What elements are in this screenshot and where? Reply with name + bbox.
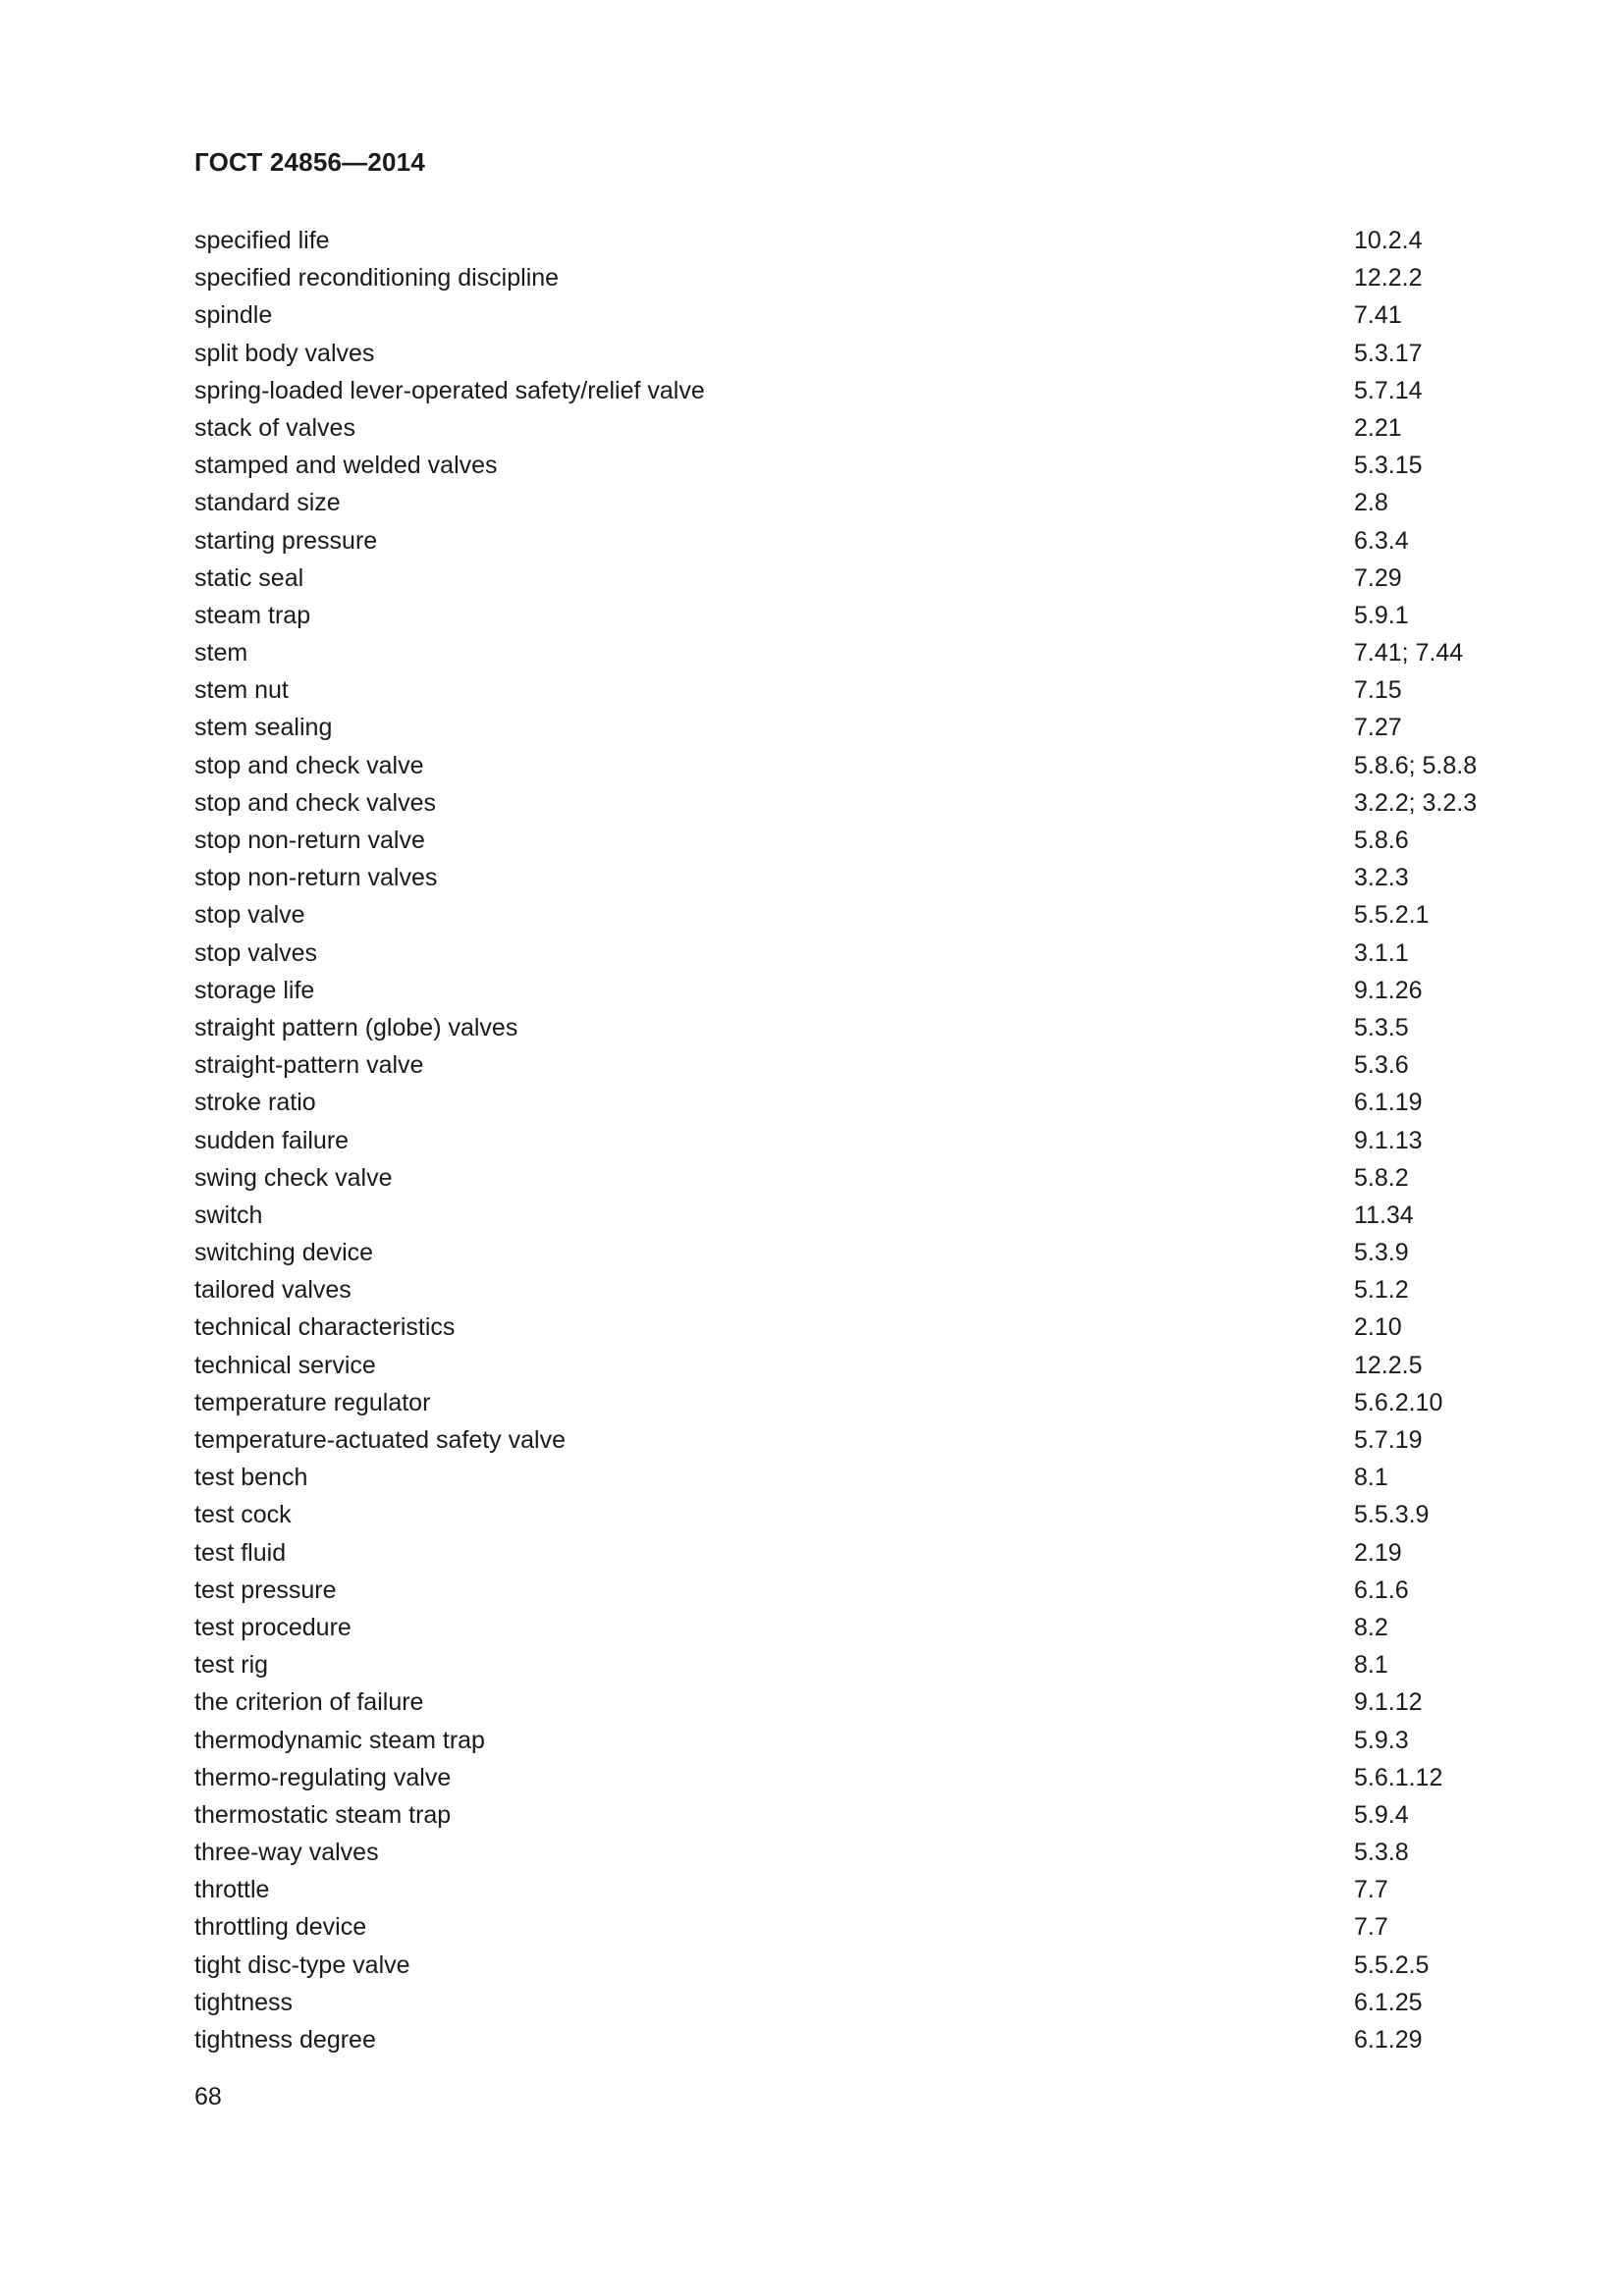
index-term: thermo-regulating valve — [194, 1763, 452, 1791]
index-term: tightness degree — [194, 2026, 376, 2054]
index-reference: 5.5.3.9 — [1354, 1501, 1430, 1529]
index-entry — [194, 222, 1490, 259]
index-term: stop valves — [194, 938, 318, 967]
index-reference: 7.7 — [1354, 1913, 1388, 1942]
index-term: standard size — [194, 489, 341, 517]
index-term: test procedure — [194, 1613, 352, 1641]
index-term: technical characteristics — [194, 1313, 456, 1342]
index-entry — [194, 1796, 1490, 1834]
index-term: thermostatic steam trap — [194, 1800, 452, 1829]
index-reference: 5.3.6 — [1354, 1051, 1409, 1080]
index-reference: 5.5.2.1 — [1354, 901, 1430, 930]
index-reference: 5.7.19 — [1354, 1426, 1423, 1454]
index-term: specified reconditioning discipline — [194, 264, 560, 293]
index-entry — [194, 634, 1490, 671]
index-reference: 8.1 — [1354, 1651, 1388, 1680]
index-term: spring-loaded lever-operated safety/relief valve — [194, 376, 705, 404]
index-reference: 9.1.26 — [1354, 976, 1423, 1004]
index-entry — [194, 296, 1490, 334]
index-entry — [194, 597, 1490, 634]
index-reference: 10.2.4 — [1354, 227, 1423, 254]
index-term: straight-pattern valve — [194, 1051, 424, 1080]
index-entry — [194, 1683, 1490, 1721]
index-reference: 9.1.13 — [1354, 1126, 1423, 1154]
index-reference: 5.6.2.10 — [1354, 1388, 1443, 1416]
index-reference: 2.21 — [1354, 413, 1402, 442]
index-entry — [194, 1046, 1490, 1084]
index-term: static seal — [194, 563, 304, 592]
index-reference: 5.9.1 — [1354, 601, 1409, 629]
index-entry — [194, 1234, 1490, 1271]
index-entry — [194, 1534, 1490, 1572]
index-term: steam trap — [194, 601, 311, 629]
index-entry — [194, 1084, 1490, 1121]
index-entry — [194, 1459, 1490, 1496]
index-entry — [194, 2021, 1490, 2058]
index-entry — [194, 1646, 1490, 1683]
index-term: stem — [194, 639, 248, 667]
index-term: stem sealing — [194, 714, 333, 742]
index-reference: 2.19 — [1354, 1538, 1402, 1567]
index-entry — [194, 1984, 1490, 2021]
index-reference: 8.1 — [1354, 1464, 1388, 1492]
index-term: test pressure — [194, 1575, 337, 1604]
index-term: switch — [194, 1201, 263, 1229]
index-entry — [194, 1609, 1490, 1646]
index-term: test rig — [194, 1651, 269, 1680]
index-reference: 7.27 — [1354, 714, 1402, 742]
index-term: swing check valve — [194, 1163, 393, 1192]
index-entry — [194, 972, 1490, 1009]
index-reference: 5.9.4 — [1354, 1800, 1409, 1829]
index-reference: 12.2.2 — [1354, 264, 1423, 293]
index-entry — [194, 1759, 1490, 1796]
index-entry — [194, 1421, 1490, 1459]
index-entry — [194, 1722, 1490, 1759]
index-term: switching device — [194, 1239, 374, 1267]
index-term: test bench — [194, 1464, 308, 1492]
index-reference: 2.8 — [1354, 489, 1388, 517]
index-entry — [194, 1197, 1490, 1234]
index-term: starting pressure — [194, 526, 378, 555]
index-reference: 9.1.12 — [1354, 1688, 1423, 1717]
index-term: stack of valves — [194, 413, 355, 442]
index-term: stop valve — [194, 901, 305, 930]
index-term: test fluid — [194, 1538, 287, 1567]
index-reference: 5.6.1.12 — [1354, 1763, 1443, 1791]
index-entry — [194, 1908, 1490, 1946]
index-reference: 11.34 — [1354, 1201, 1414, 1229]
index-term: stop non-return valves — [194, 864, 438, 892]
index-reference: 7.15 — [1354, 676, 1402, 705]
index-reference: 5.3.17 — [1354, 339, 1423, 367]
index-term: technical service — [194, 1351, 376, 1379]
index-reference: 5.3.8 — [1354, 1839, 1409, 1867]
index-reference: 5.3.5 — [1354, 1013, 1409, 1041]
index-entry — [194, 1122, 1490, 1159]
index-reference: 5.3.9 — [1354, 1239, 1409, 1267]
index-reference: 3.2.2; 3.2.3 — [1354, 788, 1478, 817]
index-reference: 3.2.3 — [1354, 864, 1409, 892]
index-entry — [194, 484, 1490, 521]
index-entry — [194, 1572, 1490, 1609]
index-term: specified life — [194, 227, 330, 254]
index-reference: 5.8.2 — [1354, 1163, 1409, 1192]
index-reference: 7.29 — [1354, 563, 1402, 592]
index-reference: 5.8.6 — [1354, 827, 1409, 854]
document-header: ГОСТ 24856—2014 — [194, 147, 425, 177]
index-entry — [194, 1496, 1490, 1533]
index-entry — [194, 1009, 1490, 1046]
index-term: tightness — [194, 1988, 294, 2016]
index-term: storage life — [194, 976, 315, 1004]
index-term: split body valves — [194, 339, 375, 367]
index-reference: 6.1.19 — [1354, 1089, 1423, 1117]
index-entry — [194, 409, 1490, 447]
index-entry — [194, 1834, 1490, 1871]
index-entry — [194, 859, 1490, 896]
index-entry — [194, 747, 1490, 784]
index-entry — [194, 259, 1490, 296]
index-entry — [194, 335, 1490, 372]
index-reference: 5.9.3 — [1354, 1726, 1409, 1754]
index-term: test cock — [194, 1501, 292, 1529]
index-term: straight pattern (globe) valves — [194, 1013, 518, 1041]
index-term: tailored valves — [194, 1276, 352, 1305]
index-list — [194, 222, 1490, 2058]
index-term: thermodynamic steam trap — [194, 1726, 485, 1754]
index-entry — [194, 1871, 1490, 1908]
index-term: three-way valves — [194, 1839, 379, 1867]
index-reference: 2.10 — [1354, 1313, 1402, 1342]
index-entry — [194, 709, 1490, 746]
index-entry — [194, 1271, 1490, 1308]
index-entry — [194, 1947, 1490, 1984]
page-number: 68 — [194, 2083, 222, 2110]
index-term: stem nut — [194, 676, 289, 705]
index-reference: 8.2 — [1354, 1613, 1388, 1641]
index-entry — [194, 1384, 1490, 1421]
index-term: the criterion of failure — [194, 1688, 424, 1717]
index-entry — [194, 560, 1490, 597]
index-entry — [194, 1347, 1490, 1384]
index-term: temperature-actuated safety valve — [194, 1426, 566, 1454]
index-reference: 12.2.5 — [1354, 1351, 1423, 1379]
index-reference: 5.7.14 — [1354, 376, 1423, 404]
index-reference: 5.5.2.5 — [1354, 1950, 1430, 1979]
index-term: sudden failure — [194, 1126, 350, 1154]
index-entry — [194, 784, 1490, 822]
index-term: stamped and welded valves — [194, 452, 498, 480]
index-reference: 7.41 — [1354, 301, 1402, 330]
index-reference: 7.7 — [1354, 1876, 1388, 1904]
index-reference: 5.3.15 — [1354, 452, 1423, 480]
index-term: stop and check valve — [194, 751, 424, 779]
index-reference: 6.1.29 — [1354, 2026, 1423, 2054]
index-term: temperature regulator — [194, 1388, 431, 1416]
index-term: stroke ratio — [194, 1089, 316, 1117]
index-entry — [194, 1308, 1490, 1346]
index-entry — [194, 372, 1490, 409]
index-entry — [194, 671, 1490, 709]
index-reference: 5.1.2 — [1354, 1276, 1409, 1305]
index-entry — [194, 447, 1490, 484]
index-reference: 5.8.6; 5.8.8 — [1354, 751, 1478, 779]
index-reference: 6.1.6 — [1354, 1575, 1409, 1604]
index-entry — [194, 522, 1490, 560]
index-term: tight disc-type valve — [194, 1950, 410, 1979]
index-entry — [194, 896, 1490, 934]
index-term: throttling device — [194, 1913, 367, 1942]
index-reference: 6.3.4 — [1354, 526, 1409, 555]
index-term: stop and check valves — [194, 788, 436, 817]
index-entry — [194, 1159, 1490, 1197]
index-reference: 7.41; 7.44 — [1354, 639, 1464, 667]
index-term: throttle — [194, 1876, 270, 1904]
index-reference: 3.1.1 — [1354, 938, 1409, 967]
index-entry — [194, 822, 1490, 859]
index-term: spindle — [194, 301, 273, 330]
index-reference: 6.1.25 — [1354, 1988, 1423, 2016]
index-term: stop non-return valve — [194, 827, 425, 854]
index-entry — [194, 934, 1490, 972]
